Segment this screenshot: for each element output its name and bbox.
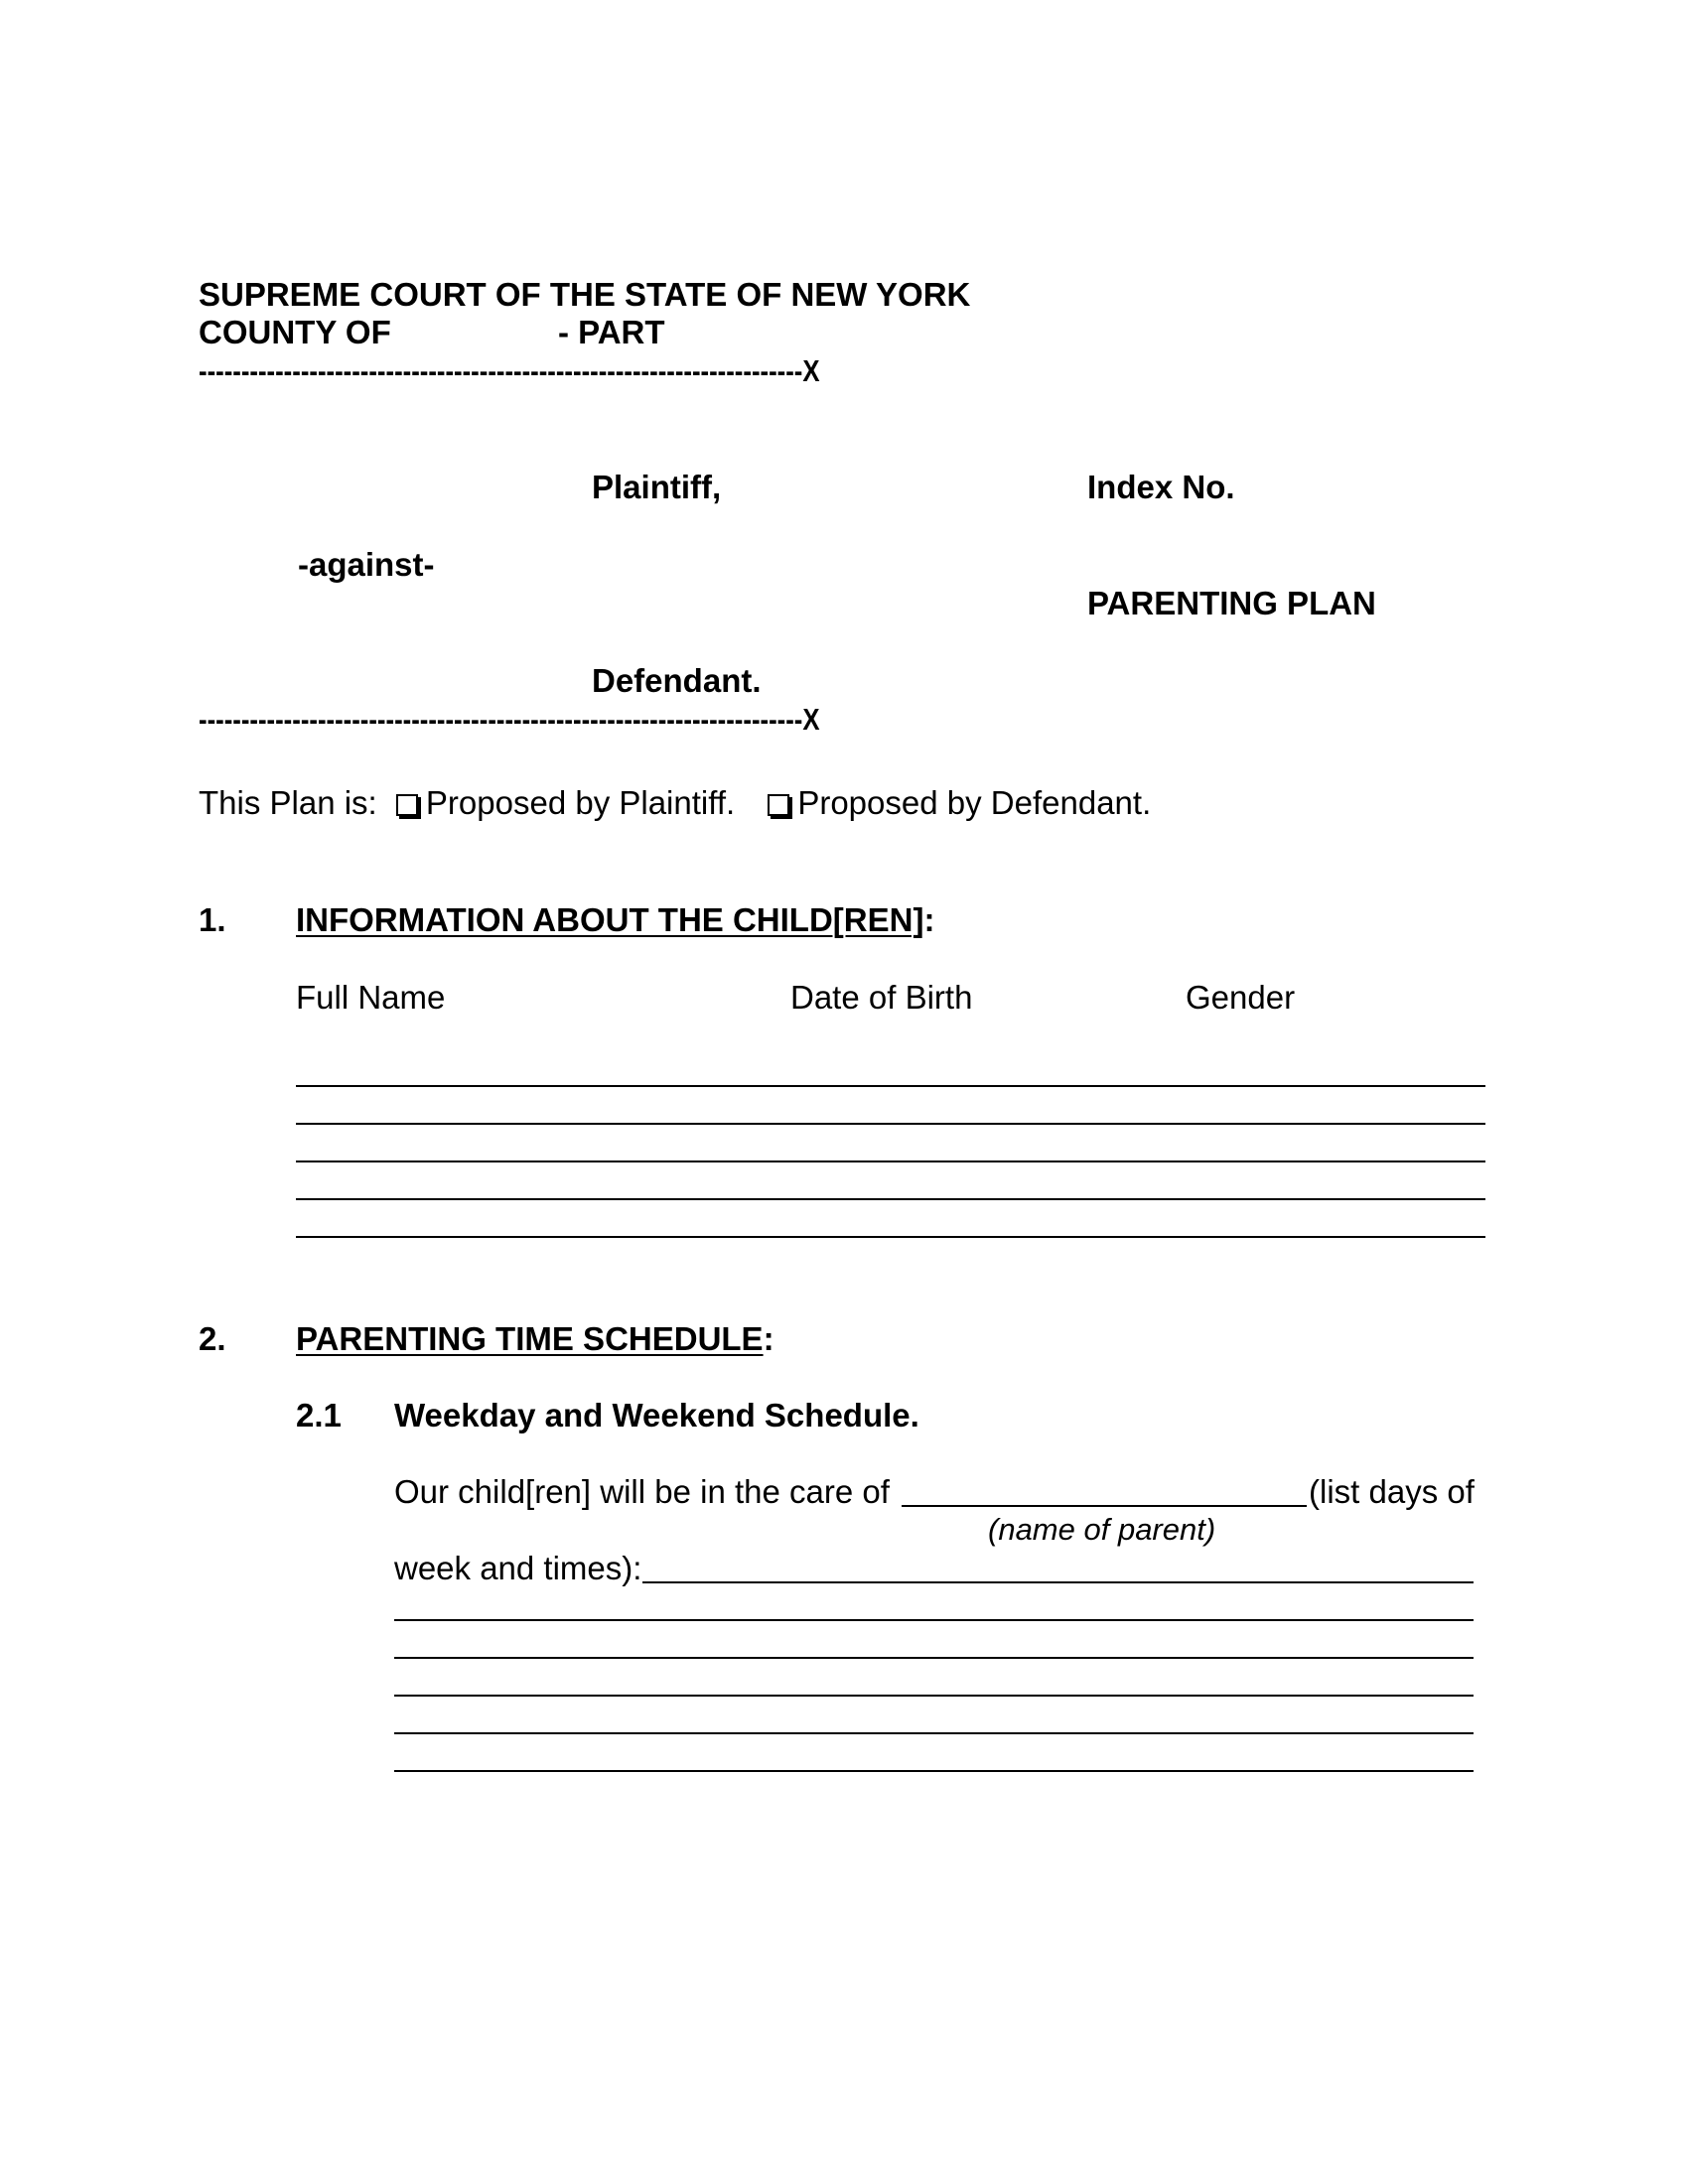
defendant-checkbox[interactable] bbox=[768, 794, 789, 816]
column-full-name: Full Name bbox=[296, 979, 446, 1016]
column-gender: Gender bbox=[1186, 979, 1296, 1016]
schedule-entry-line-3[interactable] bbox=[394, 1657, 1474, 1659]
child-entry-line-5[interactable] bbox=[296, 1236, 1485, 1238]
index-number-label: Index No. bbox=[1087, 469, 1235, 505]
schedule-entry-line-2[interactable] bbox=[394, 1619, 1474, 1621]
section-2-heading-colon: : bbox=[763, 1320, 774, 1357]
plaintiff-label: Plaintiff, bbox=[592, 469, 722, 505]
subsection-2-1-number: 2.1 bbox=[296, 1397, 342, 1433]
section-2-heading bbox=[296, 1320, 774, 1358]
against-label: -against- bbox=[298, 546, 435, 583]
care-sentence-lead: Our child[ren] will be in the care of bbox=[394, 1473, 890, 1510]
section-2-heading-text: PARENTING TIME SCHEDULE bbox=[296, 1320, 764, 1357]
child-entry-line-2[interactable] bbox=[296, 1123, 1485, 1125]
child-entry-line-3[interactable] bbox=[296, 1160, 1485, 1162]
proposal-line bbox=[199, 784, 1151, 822]
week-times-lead: week and times): bbox=[394, 1550, 642, 1586]
caption-separator-bottom: -----------------------------------------------------------------------X bbox=[199, 702, 820, 737]
parent-name-hint: (name of parent) bbox=[988, 1512, 1216, 1547]
section-1-number: 1. bbox=[199, 901, 226, 938]
column-date-of-birth: Date of Birth bbox=[790, 979, 973, 1016]
child-entry-line-1[interactable] bbox=[296, 1085, 1485, 1087]
caption-separator-top: -----------------------------------------------------------------------X bbox=[199, 353, 820, 388]
schedule-entry-line-1[interactable] bbox=[642, 1581, 1474, 1583]
section-2-number: 2. bbox=[199, 1320, 226, 1357]
defendant-label: Defendant. bbox=[592, 662, 762, 699]
proposal-defendant-label: Proposed by Defendant. bbox=[797, 784, 1152, 821]
county-label: COUNTY OF bbox=[199, 314, 391, 350]
parent-name-blank[interactable] bbox=[902, 1505, 1307, 1507]
part-label: - PART bbox=[558, 314, 665, 350]
schedule-entry-line-6[interactable] bbox=[394, 1770, 1474, 1772]
proposal-lead: This Plan is: bbox=[199, 784, 377, 821]
schedule-entry-line-5[interactable] bbox=[394, 1732, 1474, 1734]
section-1-heading-text: INFORMATION ABOUT THE CHILD[REN] bbox=[296, 901, 924, 938]
proposal-plaintiff-label: Proposed by Plaintiff. bbox=[425, 784, 736, 821]
care-sentence-tail: (list days of bbox=[1309, 1473, 1475, 1510]
court-name: SUPREME COURT OF THE STATE OF NEW YORK bbox=[199, 276, 971, 313]
section-1-heading-colon: : bbox=[923, 901, 935, 938]
subsection-2-1-heading: Weekday and Weekend Schedule. bbox=[394, 1397, 919, 1433]
document-title: PARENTING PLAN bbox=[1087, 585, 1376, 621]
plaintiff-checkbox[interactable] bbox=[396, 794, 418, 816]
child-entry-line-4[interactable] bbox=[296, 1198, 1485, 1200]
section-1-heading bbox=[296, 901, 934, 939]
schedule-entry-line-4[interactable] bbox=[394, 1695, 1474, 1697]
